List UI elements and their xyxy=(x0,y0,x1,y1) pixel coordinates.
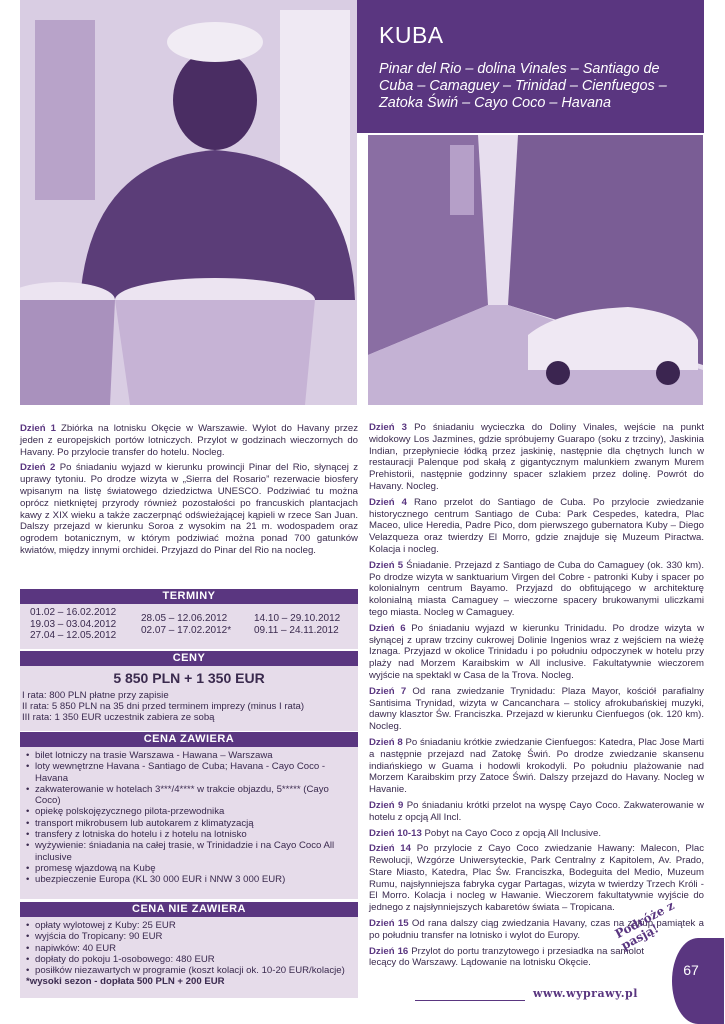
day-label: Dzień 2 xyxy=(20,462,56,474)
excludes-heading: CENA NIE ZAWIERA xyxy=(20,902,358,917)
photo-street xyxy=(368,135,703,405)
day-label: Dzień 3 xyxy=(369,422,407,433)
itinerary-day xyxy=(20,423,358,458)
terms-column-1 xyxy=(30,607,116,642)
day-label: Dzień 14 xyxy=(369,843,411,855)
day-text: Przylot do portu tranzytowego i przesiadka na samolot lecący do Warszawy. Lądowanie na lotnisku Okęcie. xyxy=(369,945,644,969)
day-text: Po śniadaniu wycieczka do Doliny Vinales, wejście na punkt widokowy Los Jazmines, gdzie spróbujemy Guarapo (soku z trzciny), Jaskinia Indian, przepłyniecie łódką przez jaskinię, następnie dla chętnych lunch w restauracji Palenque pod skałą z gigantycznym malunkiem zwanym Murem Prehistorii, następnie godzinny spacer szlakiem przez dolinę. Powrót do Havany. Nocleg. xyxy=(369,422,705,492)
day-label: Dzień 6 xyxy=(369,622,406,634)
high-season-note: *wysoki sezon - dopłata 500 PLN + 200 EUR xyxy=(26,976,225,988)
price-box xyxy=(20,651,358,731)
list-item: • napiwków: 40 EUR xyxy=(26,943,354,954)
term-date: 09.11 – 24.11.2012 xyxy=(254,624,339,636)
term-date: 02.07 – 17.02.2012* xyxy=(141,624,232,636)
payment-rates xyxy=(20,686,358,723)
excludes-list xyxy=(20,917,358,976)
list-item: • bilet lotniczy na trasie Warszawa - Hawana – Warszawa xyxy=(26,750,354,761)
list-item: • transfery z lotniska do hotelu i z hotelu na lotnisko xyxy=(26,829,354,840)
price-heading: CENY xyxy=(20,651,358,666)
day-text: Po śniadaniu krótki przelot na wyspę Cayo Coco. Zakwaterowanie w hotelu z opcją All Incl. xyxy=(369,799,704,823)
itinerary-day xyxy=(369,800,704,824)
itinerary-day xyxy=(20,462,358,556)
itinerary-day xyxy=(369,623,704,682)
rate-line: III rata: 1 350 EUR uczestnik zabiera ze sobą xyxy=(22,712,215,723)
street-illustration xyxy=(368,135,703,405)
day-text: Po przylocie z Cayo Coco zwiedzanie Hawany: Malecon, Plac Rewolucji, Wzgórze Uniwersyteckie, Park Centralny z Kapitolem, Av. Prado, Stare Miasto, Katedra, Plac Św. Franciszka, Bodeguita del Medio, Muzeum Rumu, najsłynniejsza fabryka cygar Partagas, wizyta w twierdzy Trzech Króli - El Morro. Kolacja i nocleg w Hawanie. Wieczorem fakultatywnie wyjście do jednego z najsłynniejszych kabaretów świata – Tropicana. xyxy=(369,843,704,914)
includes-list xyxy=(20,747,358,886)
photo-drummer xyxy=(20,0,357,405)
day-text: Po śniadaniu wyjazd w kierunku prowincji Pinar del Rio, słynącej z uprawy tytoniu. Po drodze wizyta w „Sierra del Rosario” rezerwacie biosfery wpisanym na listę światowego dziedzictwa UNESCO. Podziwiać tu można oprócz nietkniętej przyrody również pozostałości po francuskich plantacjach kawy z XIX wieku a także zaczerpnąć odświeżającej kąpieli w rzece San Juan. Dalszy przejazd w kierunku Soroa z wysokim na 21 m. wodospadem oraz ogrodem botanicznym, w którym podziwiać można ponad 700 gatunków kwiatów, między innymi orchidei. Przyjazd do Pinar del Rio na nocleg. xyxy=(20,462,359,556)
day-label: Dzień 10-13 xyxy=(369,827,422,839)
day-label: Dzień 7 xyxy=(369,685,407,697)
day-text: Od rana zwiedzanie Trynidadu: Plaza Mayor, kościół parafialny Santisima Trynidad, wizyta w Cancanchara – stolicy afrokubańskiej muzyki, dawny klasztor Św. Franciszka. Przejazd w kierunku Cienfuegos (ok. 120 km). Nocleg. xyxy=(369,685,704,733)
includes-heading: CENA ZAWIERA xyxy=(20,732,358,747)
day-label: Dzień 15 xyxy=(369,918,409,930)
day-text: Śniadanie. Przejazd z Santiago de Cuba do Camaguey (ok. 330 km). Po drodze wizyta w sanktuarium Virgen del Cobre - patronki Kuby i spacer po kolonialnym centrum Bayamo. Przyjazd do obfitującego w architekturę kolonialną miasta Camaguey – wieczorne spacery brukowanymi uliczkami tego miasta. Nocleg w Camaguey. xyxy=(369,559,705,618)
price-value: 5 850 PLN + 1 350 EUR xyxy=(113,670,265,686)
itinerary-day xyxy=(369,737,704,796)
title-box xyxy=(357,0,704,133)
day-text: Po śniadaniu krótkie zwiedzanie Cienfuegos: Katedra, Plac Jose Marti a następnie przejazd nad Zatokę Świń. Po drodze zwiedzanie skansenu indiańskiego w Guama i hodowli krokodyli. Po południu plażowanie nad Morzem Karaibskim przy Zatoce Świń. Dalszy przejazd do Havany. Nocleg w Havanie. xyxy=(369,736,704,796)
terms-heading: TERMINY xyxy=(20,589,358,604)
terms-box xyxy=(20,589,358,649)
page-number: 67 xyxy=(683,962,699,978)
day-label: Dzień 4 xyxy=(369,496,407,508)
list-item: • transport mikrobusem lub autokarem z klimatyzacją xyxy=(26,818,354,829)
itinerary-day xyxy=(369,828,704,840)
day-label: Dzień 8 xyxy=(369,736,403,748)
list-item: • dopłaty do pokoju 1-osobowego: 480 EUR xyxy=(26,954,354,965)
day-text: Rano przelot do Santiago de Cuba. Po przylocie zwiedzanie historycznego centrum Santiago de Cuba: Park Cespedes, katedra, Plac Maceo, ulice Heredia, Padre Pico, dom pierwszego gubernatora Kuby – Diego Velazqueza oraz twierdzy El Morro, gdzie znajduje się Muzeum Piractwa. Kolacja i nocleg. xyxy=(369,496,704,555)
terms-column-2 xyxy=(141,613,231,636)
itinerary-day xyxy=(369,686,704,733)
list-item: • posiłków niezawartych w programie (koszt kolacji ok. 10-20 EUR/kolacje) xyxy=(26,965,354,976)
website-link[interactable]: www.wyprawy.pl xyxy=(533,987,638,1000)
route-subtitle: Pinar del Rio – dolina Vinales – Santiago de Cuba – Camaguey – Trinidad – Cienfuegos – Zatoka Świń – Cayo Coco – Havana xyxy=(379,61,667,111)
page-number-tab xyxy=(672,938,724,1024)
rate-line: II rata: 5 850 PLN na 35 dni przed terminem imprezy (minus I rata) xyxy=(22,701,305,712)
term-date: 14.10 – 29.10.2012 xyxy=(254,613,341,624)
term-date: 19.03 – 03.04.2012 xyxy=(30,618,117,630)
itinerary-day xyxy=(369,422,704,493)
day-label: Dzień 1 xyxy=(20,423,56,434)
list-item: • opiekę polskojęzycznego pilota-przewodnika xyxy=(26,806,354,817)
slogan-badge: Podróże z pasją! xyxy=(612,898,677,953)
list-item: • wyjścia do Tropicany: 90 EUR xyxy=(26,931,354,942)
itinerary-day xyxy=(369,497,704,556)
day-label: Dzień 16 xyxy=(369,945,409,957)
day-label: Dzień 5 xyxy=(369,559,404,571)
footer-divider xyxy=(415,1000,525,1001)
terms-column-3 xyxy=(254,613,340,636)
day-text: Pobyt na Cayo Coco z opcją All Inclusive. xyxy=(424,827,601,839)
day-text: Od rana dalszy ciąg zwiedzania Havany, czas na zakup pamiątek a po południu transfer na lotnisko i wylot do Europy. xyxy=(369,918,704,941)
term-date: 28.05 – 12.06.2012 xyxy=(141,613,228,624)
list-item: • wyżywienie: śniadania na całej trasie, w Trinidadzie i na Cayo Coco All inclusive xyxy=(26,840,354,863)
list-item: • zakwaterowanie w hotelach 3***/4**** w trakcie objazdu, 5***** (Cayo Coco) xyxy=(26,784,354,807)
day-text: Po śniadaniu wyjazd w kierunku Trinidadu. Po drodze wizyta w słynącej z upraw trzciny cukrowej Dolinie Ingenios wraz z wejściem na wieżę Iznaga. Przyjazd w okolice Trinidadu i po południu odpoczynek w hotelu przy plaży nad Morzem Karaibskim w All inclusive. Fakultatywnie wieczorem wyjście na spektakl w Casa de la Trova. Nocleg. xyxy=(369,622,704,681)
rate-line: I rata: 800 PLN płatne przy zapisie xyxy=(22,690,169,701)
list-item: • promesę wjazdową na Kubę xyxy=(26,863,354,874)
term-date: 27.04 – 12.05.2012 xyxy=(30,630,117,641)
includes-box xyxy=(20,732,358,899)
term-date: 01.02 – 16.02.2012 xyxy=(30,607,117,618)
list-item: • ubezpieczenie Europa (KL 30 000 EUR i NNW 3 000 EUR) xyxy=(26,874,354,885)
itinerary-right xyxy=(369,422,704,973)
list-item: • opłaty wylotowej z Kuby: 25 EUR xyxy=(26,920,354,931)
day-label: Dzień 9 xyxy=(369,799,404,811)
excludes-box xyxy=(20,902,358,998)
itinerary-left xyxy=(20,423,358,561)
list-item: • loty wewnętrzne Havana - Santiago de Cuba; Havana - Cayo Coco - Havana xyxy=(26,761,354,784)
destination-title: KUBA xyxy=(379,22,444,48)
itinerary-day xyxy=(369,843,704,914)
drummer-illustration xyxy=(20,0,357,405)
itinerary-day xyxy=(369,560,704,619)
day-text: Zbiórka na lotnisku Okęcie w Warszawie. Wylot do Havany przez jeden z europejskich portów lotniczych. Przylot w godzinach wieczornych do Havany. Po przylocie transfer do hotelu. Nocleg. xyxy=(20,423,358,458)
